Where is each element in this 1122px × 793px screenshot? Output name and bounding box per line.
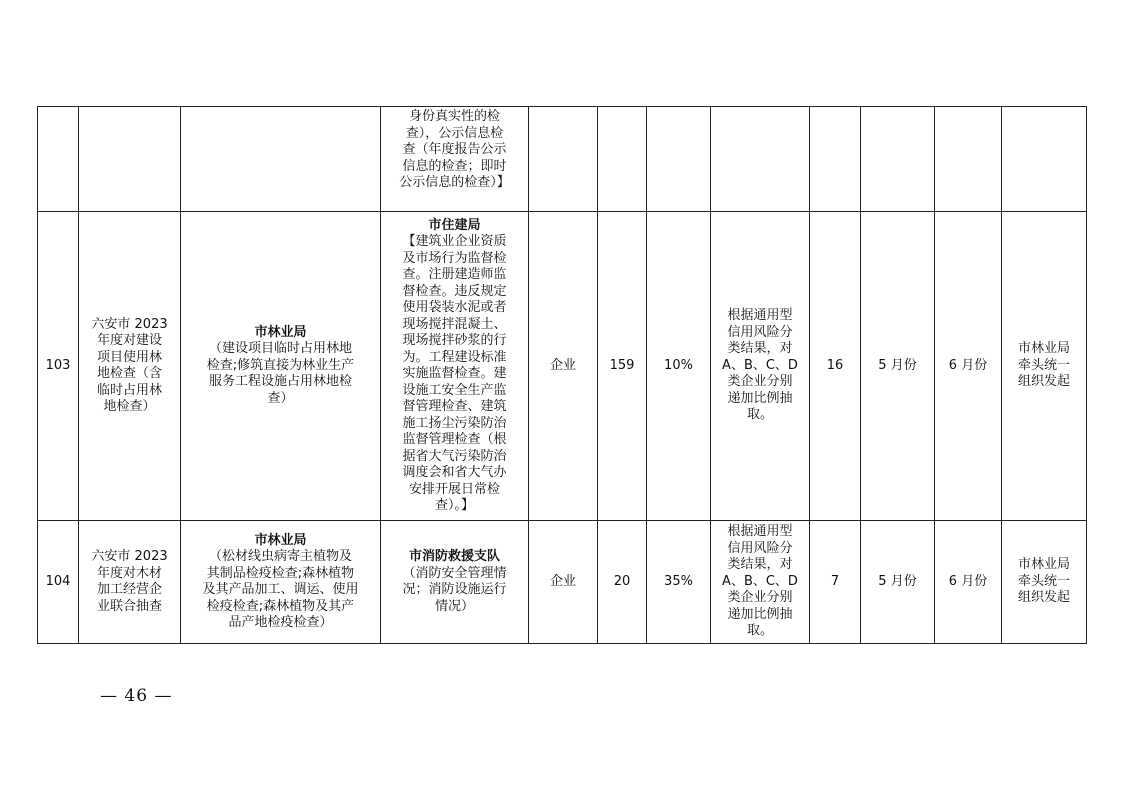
start-month: 5 月份 — [861, 212, 935, 521]
lead-department-cell — [181, 107, 381, 212]
inspection-object: 企业 — [529, 212, 598, 521]
sampling-ratio — [647, 107, 711, 212]
end-month — [935, 107, 1002, 212]
object-count — [598, 107, 647, 212]
joint-department-cell — [381, 212, 529, 521]
sampling-method — [711, 107, 810, 212]
start-month — [861, 107, 935, 212]
joint-department-items: 【建筑业企业资质 及市场行为监督检 查。注册建造师监 督检查。违反规定 使用袋装水泥或者 现场搅拌混凝土、 现场搅拌砂浆的行 为。工程建设标准 实施监督检查。建 设施工安全生产监 督管理检查、建筑 施工扬尘污染防治 监督管理检查（根 据省大气污染防治 调度会和省大气办 安排开展日常检 查）。】 — [402, 234, 507, 513]
sample-count: 7 — [810, 521, 861, 644]
remark: 市林业局 牵头统一 组织发起 — [1002, 521, 1087, 644]
start-month: 5 月份 — [861, 521, 935, 644]
joint-department-items: （消防安全管理情 况；消防设施运行 情况） — [402, 565, 507, 614]
sampling-ratio: 10% — [647, 212, 711, 521]
lead-department-cell — [181, 212, 381, 521]
sample-count — [810, 107, 861, 212]
sampling-method: 根据通用型 信用风险分 类结果，对 A、B、C、D 类企业分别 递加比例抽 取。 — [711, 521, 810, 644]
task-name: 六安市 2023 年度对建设 项目使用林 地检查（含 临时占用林 地检查） — [79, 212, 181, 521]
task-name — [79, 107, 181, 212]
inspection-object — [529, 107, 598, 212]
sampling-method: 根据通用型 信用风险分 类结果，对 A、B、C、D 类企业分别 递加比例抽 取。 — [711, 212, 810, 521]
lead-department-name: 市林业局 — [254, 532, 307, 548]
lead-department-items: （松材线虫病寄主植物及 其制品检疫检查;森林植物 及其产品加工、调运、使用 检疫检查;森林植物及其产 品产地检疫检查） — [202, 549, 359, 630]
inspection-table — [37, 106, 1087, 644]
remark — [1002, 107, 1087, 212]
task-name: 六安市 2023 年度对木材 加工经营企 业联合抽查 — [79, 521, 181, 644]
object-count: 159 — [598, 212, 647, 521]
page-number: — 46 — — [100, 686, 173, 706]
lead-department-cell — [181, 521, 381, 644]
end-month: 6 月份 — [935, 521, 1002, 644]
table-row — [38, 521, 1087, 644]
row-number — [38, 107, 79, 212]
remark: 市林业局 牵头统一 组织发起 — [1002, 212, 1087, 521]
row-number: 103 — [38, 212, 79, 521]
joint-department-cell — [381, 107, 529, 212]
end-month: 6 月份 — [935, 212, 1002, 521]
joint-department-items: 身份真实性的检 查），公示信息检 查（年度报告公示 信息的检查；即时 公示信息的检查）】 — [399, 109, 510, 190]
lead-department-name: 市林业局 — [254, 324, 307, 340]
row-number: 104 — [38, 521, 79, 644]
lead-department-items: （建设项目临时占用林地 检查;修筑直接为林业生产 服务工程设施占用林地检 查） — [206, 341, 355, 406]
table-row — [38, 107, 1087, 212]
joint-department-name: 市消防救援支队 — [408, 549, 500, 564]
sampling-ratio: 35% — [647, 521, 711, 644]
joint-department-name: 市住建局 — [428, 217, 481, 233]
sample-count: 16 — [810, 212, 861, 521]
table-row — [38, 212, 1087, 521]
joint-department-cell — [381, 521, 529, 644]
inspection-object: 企业 — [529, 521, 598, 644]
object-count: 20 — [598, 521, 647, 644]
